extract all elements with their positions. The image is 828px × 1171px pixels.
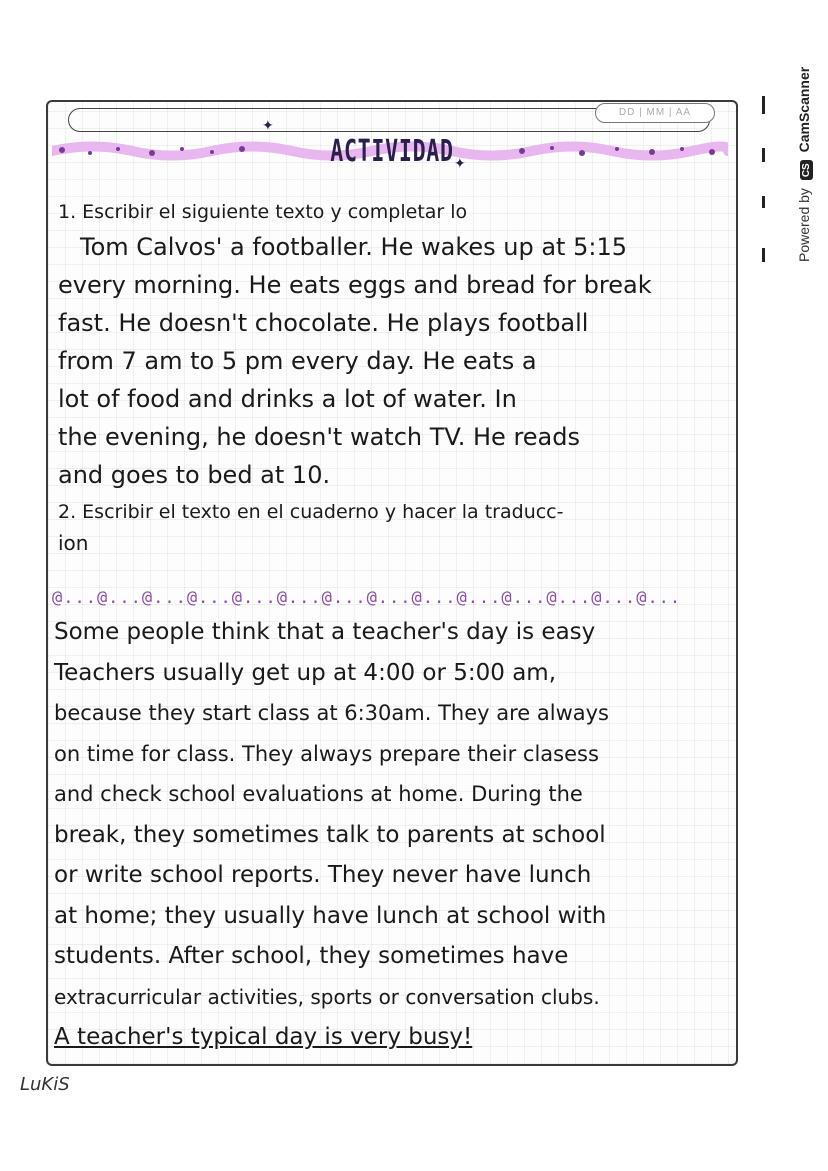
scan-mark — [762, 96, 765, 114]
text-line: at home; they usually have lunch at school with — [54, 902, 607, 929]
scanner-watermark — [796, 67, 813, 262]
sparkle-icon: ✦ — [262, 118, 274, 134]
text-line: Teachers usually get up at 4:00 or 5:00 am, — [54, 659, 557, 686]
instruction-step-2-continued: ion — [58, 531, 89, 555]
instruction-step-2: 2. Escribir el texto en el cuaderno y hacer la traducc- — [58, 501, 564, 523]
text-line: on time for class. They always prepare their clasess — [54, 741, 599, 766]
text-line: lot of food and drinks a lot of water. In — [58, 385, 517, 413]
date-field: DD | MM | AA — [595, 103, 715, 123]
exercise-two-text — [54, 612, 730, 1058]
notebook-page — [46, 100, 738, 1066]
powered-by-label: Powered by — [796, 188, 812, 262]
text-line: extracurricular activities, sports or conversation clubs. — [54, 984, 600, 1009]
title-frame — [68, 108, 710, 132]
scan-mark — [762, 248, 765, 262]
exercise-one — [58, 194, 728, 558]
camscanner-brand: CamScanner — [796, 66, 812, 153]
text-line: because they start class at 6:30am. They are always — [54, 701, 609, 725]
scan-mark — [762, 148, 765, 162]
dotted-separator: @...@...@...@...@...@...@...@...@...@...@...@...@...@... — [52, 588, 682, 608]
instruction-step-1: 1. Escribir el siguiente texto y completar lo — [58, 201, 468, 223]
text-line: students. After school, they sometimes have — [54, 943, 569, 969]
sparkle-icon: ✦ — [454, 156, 466, 172]
text-line: break, they sometimes talk to parents at school — [54, 821, 606, 848]
text-line: and goes to bed at 10. — [58, 461, 331, 489]
text-line-final: A teacher's typical day is very busy! — [54, 1024, 473, 1050]
signature: LuKiS — [20, 1074, 70, 1095]
text-line: from 7 am to 5 pm every day. He eats a — [58, 347, 537, 375]
text-line: every morning. He eats eggs and bread for break — [58, 271, 652, 299]
text-line: or write school reports. They never have lunch — [54, 862, 592, 888]
camscanner-logo-icon: CS — [800, 160, 813, 180]
text-line: Tom Calvos' a footballer. He wakes up at 5:15 — [80, 233, 627, 261]
text-line: Some people think that a teacher's day is easy — [54, 619, 596, 645]
activity-title: ACTIVIDAD — [330, 134, 454, 169]
text-line: fast. He doesn't chocolate. He plays football — [58, 309, 589, 337]
text-line: and check school evaluations at home. During the — [54, 782, 583, 806]
scan-mark — [762, 196, 765, 208]
text-line: the evening, he doesn't watch TV. He reads — [58, 423, 580, 451]
